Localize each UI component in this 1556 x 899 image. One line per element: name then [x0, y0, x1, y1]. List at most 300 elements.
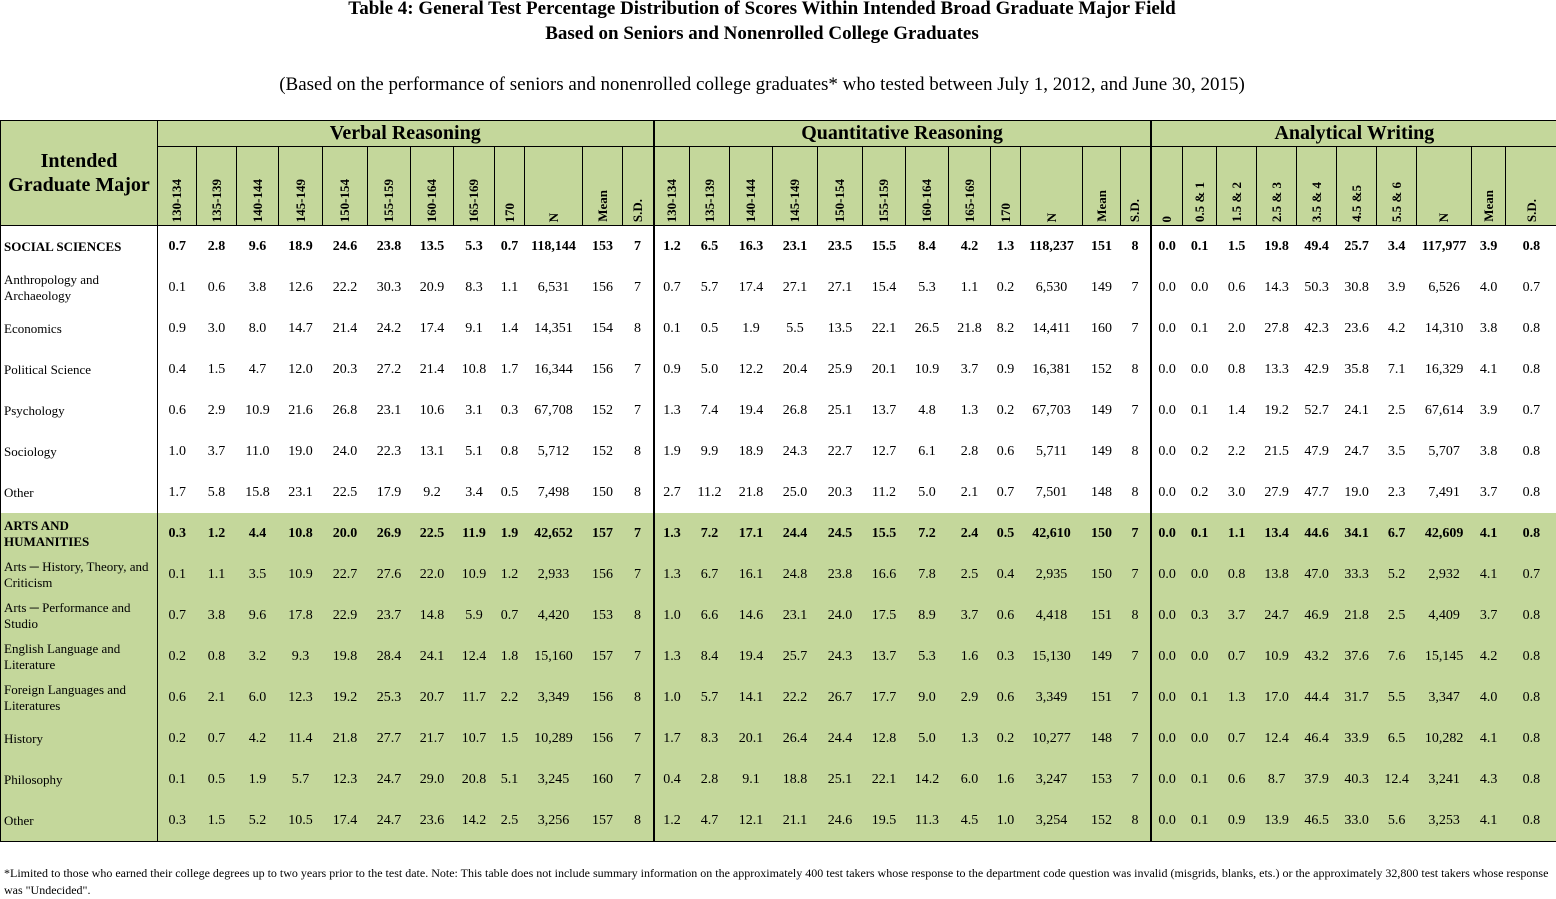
verbal-cell: 0.7	[158, 595, 197, 636]
writing-col-header	[1337, 147, 1377, 226]
quant-col-header	[1083, 147, 1121, 226]
verbal-cell: 30.3	[368, 267, 411, 308]
writing-cell: 0.8	[1506, 718, 1556, 759]
writing-cell: 0.3	[1183, 595, 1217, 636]
verbal-cell: 156	[583, 267, 623, 308]
writing-cell: 21.5	[1257, 431, 1297, 472]
table-row	[1, 513, 1556, 554]
quant-cell: 8	[1121, 472, 1151, 513]
quant-cell: 6,530	[1021, 267, 1083, 308]
verbal-cell: 7	[623, 226, 654, 268]
writing-cell: 46.9	[1297, 595, 1337, 636]
writing-cell: 8.7	[1257, 759, 1297, 800]
quant-cell: 14.2	[906, 759, 949, 800]
quant-cell: 22.7	[818, 431, 863, 472]
writing-cell: 12.4	[1257, 718, 1297, 759]
writing-col-header-label: 3.5 & 4	[1309, 182, 1325, 222]
verbal-cell: 10.5	[279, 800, 323, 842]
quant-cell: 24.4	[773, 513, 818, 554]
quant-cell: 10.9	[906, 349, 949, 390]
quant-cell: 5.0	[906, 718, 949, 759]
quant-cell: 0.9	[654, 349, 690, 390]
quant-cell: 10,277	[1021, 718, 1083, 759]
writing-col-header	[1183, 147, 1217, 226]
major-header: Intended Graduate Major	[1, 121, 158, 226]
row-label: Other	[1, 800, 158, 842]
writing-col-header	[1257, 147, 1297, 226]
verbal-cell: 0.8	[495, 431, 525, 472]
verbal-cell: 3.4	[454, 472, 495, 513]
quant-cell: 6.7	[690, 554, 730, 595]
quant-cell: 8.9	[906, 595, 949, 636]
writing-cell: 12.4	[1377, 759, 1417, 800]
row-label: Political Science	[1, 349, 158, 390]
verbal-cell: 0.4	[158, 349, 197, 390]
quant-cell: 5.3	[906, 267, 949, 308]
verbal-cell: 118,144	[525, 226, 583, 268]
row-label: Other	[1, 472, 158, 513]
quant-cell: 151	[1083, 595, 1121, 636]
writing-cell: 0.0	[1183, 349, 1217, 390]
writing-cell: 0.0	[1151, 513, 1183, 554]
quant-cell: 0.1	[654, 308, 690, 349]
writing-cell: 0.8	[1506, 595, 1556, 636]
quant-cell: 21.8	[949, 308, 991, 349]
writing-cell: 0.0	[1151, 390, 1183, 431]
verbal-cell: 10.8	[279, 513, 323, 554]
quant-col-header-label: 140-144	[743, 179, 759, 222]
quant-cell: 12.8	[863, 718, 906, 759]
verbal-cell: 1.1	[197, 554, 237, 595]
writing-cell: 2.0	[1217, 308, 1257, 349]
quant-cell: 0.4	[654, 759, 690, 800]
writing-cell: 40.3	[1337, 759, 1377, 800]
writing-cell: 0.0	[1151, 595, 1183, 636]
writing-col-header-label: Mean	[1481, 190, 1497, 222]
quant-cell: 7	[1121, 513, 1151, 554]
verbal-cell: 20.8	[454, 759, 495, 800]
writing-col-header	[1297, 147, 1337, 226]
table-row	[1, 226, 1556, 268]
writing-cell: 5.2	[1377, 554, 1417, 595]
writing-cell: 6.7	[1377, 513, 1417, 554]
quant-cell: 2.5	[949, 554, 991, 595]
writing-cell: 37.6	[1337, 636, 1377, 677]
verbal-cell: 156	[583, 677, 623, 718]
verbal-cell: 24.2	[368, 308, 411, 349]
writing-cell: 3.8	[1472, 431, 1506, 472]
writing-cell: 0.7	[1506, 554, 1556, 595]
quant-cell: 1.3	[654, 513, 690, 554]
verbal-cell: 17.4	[323, 800, 368, 842]
writing-cell: 7.1	[1377, 349, 1417, 390]
writing-cell: 50.3	[1297, 267, 1337, 308]
verbal-col-header-label: 140-144	[250, 179, 266, 222]
quant-cell: 7	[1121, 554, 1151, 595]
quant-cell: 26.7	[818, 677, 863, 718]
quant-cell: 25.9	[818, 349, 863, 390]
verbal-col-header	[279, 147, 323, 226]
row-label: Philosophy	[1, 759, 158, 800]
quant-cell: 42,610	[1021, 513, 1083, 554]
quant-cell: 20.1	[730, 718, 773, 759]
table-title-line2: Based on Seniors and Nonenrolled College Graduates	[0, 21, 1540, 46]
quant-cell: 12.7	[863, 431, 906, 472]
verbal-cell: 19.2	[323, 677, 368, 718]
writing-cell: 3.7	[1217, 595, 1257, 636]
quant-cell: 149	[1083, 431, 1121, 472]
quant-col-header	[949, 147, 991, 226]
writing-cell: 0.0	[1151, 431, 1183, 472]
table-subtitle: (Based on the performance of seniors and nonenrolled college graduates* who tested between July 1, 2012, and June 30, 2015)	[0, 72, 1540, 97]
row-label: History	[1, 718, 158, 759]
verbal-col-header	[411, 147, 454, 226]
verbal-cell: 154	[583, 308, 623, 349]
verbal-cell: 1.5	[197, 349, 237, 390]
verbal-cell: 7	[623, 718, 654, 759]
verbal-cell: 14.7	[279, 308, 323, 349]
quant-cell: 160	[1083, 308, 1121, 349]
writing-cell: 0.0	[1151, 800, 1183, 842]
writing-cell: 7.6	[1377, 636, 1417, 677]
verbal-col-header	[623, 147, 654, 226]
quant-cell: 1.2	[654, 800, 690, 842]
writing-cell: 0.8	[1506, 472, 1556, 513]
verbal-cell: 10.9	[454, 554, 495, 595]
writing-col-header	[1217, 147, 1257, 226]
quant-col-header-label: 130-134	[664, 179, 680, 222]
verbal-cell: 21.4	[411, 349, 454, 390]
verbal-cell: 0.3	[158, 800, 197, 842]
quant-cell: 27.1	[773, 267, 818, 308]
writing-cell: 47.7	[1297, 472, 1337, 513]
row-label: Arts ─ Performance and Studio	[1, 595, 158, 636]
writing-cell: 0.0	[1151, 472, 1183, 513]
verbal-cell: 1.7	[158, 472, 197, 513]
writing-cell: 3.7	[1472, 595, 1506, 636]
quant-col-header-label: 145-149	[787, 179, 803, 222]
quant-cell: 148	[1083, 718, 1121, 759]
verbal-cell: 24.7	[368, 800, 411, 842]
quant-cell: 149	[1083, 390, 1121, 431]
quant-cell: 0.6	[991, 677, 1021, 718]
writing-cell: 0.0	[1151, 759, 1183, 800]
verbal-cell: 8	[623, 431, 654, 472]
writing-cell: 4.1	[1472, 513, 1506, 554]
writing-cell: 30.8	[1337, 267, 1377, 308]
verbal-cell: 10,289	[525, 718, 583, 759]
verbal-cell: 7	[623, 267, 654, 308]
writing-cell: 1.4	[1217, 390, 1257, 431]
quant-cell: 4.5	[949, 800, 991, 842]
quant-cell: 2.7	[654, 472, 690, 513]
verbal-cell: 0.6	[158, 677, 197, 718]
writing-cell: 0.1	[1183, 677, 1217, 718]
verbal-cell: 8.0	[237, 308, 279, 349]
writing-col-header-label: 0.5 & 1	[1192, 182, 1208, 222]
quant-cell: 2.9	[949, 677, 991, 718]
verbal-cell: 14.2	[454, 800, 495, 842]
quant-cell: 24.3	[818, 636, 863, 677]
quant-cell: 15,130	[1021, 636, 1083, 677]
table-row	[1, 472, 1556, 513]
table-row	[1, 390, 1556, 431]
verbal-col-header-label: 170	[502, 203, 518, 223]
verbal-cell: 0.9	[158, 308, 197, 349]
quant-cell: 0.2	[991, 390, 1021, 431]
quant-col-header-label: N	[1044, 213, 1060, 222]
writing-cell: 19.8	[1257, 226, 1297, 268]
quant-cell: 11.2	[863, 472, 906, 513]
quant-cell: 7.2	[906, 513, 949, 554]
verbal-cell: 19.0	[279, 431, 323, 472]
verbal-cell: 5.9	[454, 595, 495, 636]
writing-cell: 52.7	[1297, 390, 1337, 431]
writing-cell: 0.8	[1506, 431, 1556, 472]
verbal-section-header: Verbal Reasoning	[158, 121, 654, 147]
quant-cell: 26.8	[773, 390, 818, 431]
quant-cell: 1.7	[654, 718, 690, 759]
verbal-cell: 153	[583, 595, 623, 636]
writing-cell: 4.3	[1472, 759, 1506, 800]
table-title: Table 4: General Test Percentage Distribution of Scores Within Intended Broad Graduate Major Field	[0, 0, 1540, 21]
quant-cell: 16.6	[863, 554, 906, 595]
quant-cell: 23.5	[818, 226, 863, 268]
verbal-cell: 0.7	[495, 595, 525, 636]
writing-cell: 4.1	[1472, 718, 1506, 759]
writing-cell: 1.3	[1217, 677, 1257, 718]
writing-cell: 44.6	[1297, 513, 1337, 554]
column-header-row	[1, 147, 1556, 226]
verbal-cell: 156	[583, 718, 623, 759]
verbal-cell: 1.9	[237, 759, 279, 800]
quant-cell: 0.9	[991, 349, 1021, 390]
quant-cell: 118,237	[1021, 226, 1083, 268]
writing-cell: 4,409	[1417, 595, 1472, 636]
verbal-cell: 23.1	[368, 390, 411, 431]
quant-cell: 2.1	[949, 472, 991, 513]
verbal-col-header	[323, 147, 368, 226]
verbal-cell: 0.2	[158, 718, 197, 759]
verbal-cell: 156	[583, 554, 623, 595]
quant-cell: 8	[1121, 431, 1151, 472]
writing-cell: 3.5	[1377, 431, 1417, 472]
writing-cell: 0.0	[1151, 226, 1183, 268]
quant-cell: 0.4	[991, 554, 1021, 595]
verbal-cell: 26.9	[368, 513, 411, 554]
verbal-cell: 25.3	[368, 677, 411, 718]
writing-cell: 3.8	[1472, 308, 1506, 349]
writing-cell: 4.0	[1472, 677, 1506, 718]
verbal-cell: 4.7	[237, 349, 279, 390]
verbal-cell: 27.7	[368, 718, 411, 759]
writing-cell: 4.0	[1472, 267, 1506, 308]
writing-cell: 0.0	[1151, 349, 1183, 390]
writing-cell: 0.8	[1506, 308, 1556, 349]
table-row	[1, 677, 1556, 718]
writing-col-header	[1472, 147, 1506, 226]
verbal-cell: 1.4	[495, 308, 525, 349]
writing-cell: 25.7	[1337, 226, 1377, 268]
row-label: Psychology	[1, 390, 158, 431]
verbal-cell: 2.1	[197, 677, 237, 718]
quant-cell: 11.3	[906, 800, 949, 842]
verbal-cell: 157	[583, 800, 623, 842]
verbal-cell: 3,245	[525, 759, 583, 800]
writing-col-header-label: N	[1436, 213, 1452, 222]
verbal-cell: 5.3	[454, 226, 495, 268]
verbal-cell: 20.0	[323, 513, 368, 554]
quant-cell: 153	[1083, 759, 1121, 800]
verbal-cell: 8	[623, 677, 654, 718]
verbal-cell: 10.9	[237, 390, 279, 431]
verbal-cell: 1.1	[495, 267, 525, 308]
quant-cell: 1.9	[730, 308, 773, 349]
quant-cell: 3.7	[949, 595, 991, 636]
writing-cell: 46.5	[1297, 800, 1337, 842]
quant-cell: 17.5	[863, 595, 906, 636]
quant-cell: 24.8	[773, 554, 818, 595]
quant-cell: 21.1	[773, 800, 818, 842]
quant-cell: 26.5	[906, 308, 949, 349]
quant-cell: 5.7	[690, 267, 730, 308]
writing-cell: 0.7	[1217, 636, 1257, 677]
writing-cell: 2.5	[1377, 390, 1417, 431]
quant-cell: 1.2	[654, 226, 690, 268]
quant-cell: 7	[1121, 636, 1151, 677]
writing-cell: 5.6	[1377, 800, 1417, 842]
verbal-cell: 9.2	[411, 472, 454, 513]
verbal-col-header-label: 165-169	[466, 179, 482, 222]
quant-cell: 1.3	[949, 718, 991, 759]
quant-cell: 1.3	[654, 390, 690, 431]
verbal-cell: 17.8	[279, 595, 323, 636]
row-label: English Language and Literature	[1, 636, 158, 677]
quant-cell: 0.5	[690, 308, 730, 349]
verbal-cell: 23.6	[411, 800, 454, 842]
quant-cell: 5.7	[690, 677, 730, 718]
verbal-cell: 13.5	[411, 226, 454, 268]
quant-cell: 151	[1083, 226, 1121, 268]
writing-cell: 24.1	[1337, 390, 1377, 431]
verbal-cell: 0.1	[158, 267, 197, 308]
quant-cell: 149	[1083, 636, 1121, 677]
writing-cell: 0.0	[1183, 718, 1217, 759]
row-label: ARTS AND HUMANITIES	[1, 513, 158, 554]
verbal-cell: 7	[623, 390, 654, 431]
writing-cell: 4.2	[1377, 308, 1417, 349]
verbal-cell: 1.5	[495, 718, 525, 759]
verbal-col-header-label: 130-134	[169, 179, 185, 222]
verbal-cell: 29.0	[411, 759, 454, 800]
writing-cell: 0.1	[1183, 390, 1217, 431]
verbal-cell: 1.2	[197, 513, 237, 554]
verbal-cell: 1.8	[495, 636, 525, 677]
verbal-cell: 152	[583, 390, 623, 431]
verbal-cell: 17.9	[368, 472, 411, 513]
table-body	[1, 226, 1556, 842]
quant-cell: 1.6	[949, 636, 991, 677]
verbal-col-header-label: 150-154	[337, 179, 353, 222]
quant-cell: 24.6	[818, 800, 863, 842]
quant-cell: 17.1	[730, 513, 773, 554]
verbal-col-header	[237, 147, 279, 226]
quant-col-header	[991, 147, 1021, 226]
quant-cell: 148	[1083, 472, 1121, 513]
verbal-cell: 5,712	[525, 431, 583, 472]
verbal-cell: 0.7	[158, 226, 197, 268]
verbal-cell: 2.5	[495, 800, 525, 842]
verbal-cell: 160	[583, 759, 623, 800]
quant-cell: 7	[1121, 267, 1151, 308]
verbal-cell: 12.3	[323, 759, 368, 800]
verbal-cell: 3.5	[237, 554, 279, 595]
quant-cell: 13.7	[863, 636, 906, 677]
writing-cell: 42.3	[1297, 308, 1337, 349]
verbal-cell: 3.1	[454, 390, 495, 431]
verbal-cell: 7	[623, 636, 654, 677]
writing-cell: 117,977	[1417, 226, 1472, 268]
writing-cell: 67,614	[1417, 390, 1472, 431]
table-row	[1, 800, 1556, 842]
writing-cell: 0.1	[1183, 308, 1217, 349]
quant-cell: 8.4	[906, 226, 949, 268]
quant-cell: 2.8	[690, 759, 730, 800]
verbal-cell: 157	[583, 636, 623, 677]
quant-cell: 8.4	[690, 636, 730, 677]
quant-cell: 5.5	[773, 308, 818, 349]
quant-cell: 3,254	[1021, 800, 1083, 842]
verbal-cell: 24.0	[323, 431, 368, 472]
verbal-cell: 152	[583, 431, 623, 472]
verbal-cell: 5.7	[279, 759, 323, 800]
writing-cell: 13.3	[1257, 349, 1297, 390]
verbal-cell: 0.2	[158, 636, 197, 677]
writing-cell: 0.0	[1151, 554, 1183, 595]
verbal-cell: 4.4	[237, 513, 279, 554]
quant-cell: 16,381	[1021, 349, 1083, 390]
score-distribution-table	[0, 120, 1556, 842]
writing-cell: 19.2	[1257, 390, 1297, 431]
verbal-col-header-label: 155-159	[381, 179, 397, 222]
writing-cell: 24.7	[1257, 595, 1297, 636]
verbal-cell: 0.7	[197, 718, 237, 759]
verbal-cell: 157	[583, 513, 623, 554]
quant-cell: 13.5	[818, 308, 863, 349]
verbal-cell: 5.8	[197, 472, 237, 513]
writing-cell: 13.8	[1257, 554, 1297, 595]
verbal-cell: 1.2	[495, 554, 525, 595]
verbal-cell: 17.4	[411, 308, 454, 349]
writing-cell: 0.0	[1183, 636, 1217, 677]
verbal-cell: 7	[623, 349, 654, 390]
verbal-cell: 7,498	[525, 472, 583, 513]
table-row	[1, 308, 1556, 349]
verbal-cell: 4.2	[237, 718, 279, 759]
verbal-cell: 11.4	[279, 718, 323, 759]
writing-cell: 7,491	[1417, 472, 1472, 513]
quant-cell: 25.0	[773, 472, 818, 513]
writing-col-header-label: 0	[1159, 216, 1175, 223]
writing-cell: 21.8	[1337, 595, 1377, 636]
writing-cell: 0.0	[1151, 308, 1183, 349]
quant-col-header	[1021, 147, 1083, 226]
quant-cell: 24.0	[818, 595, 863, 636]
writing-col-header-label: 5.5 & 6	[1389, 182, 1405, 222]
verbal-cell: 21.8	[323, 718, 368, 759]
writing-cell: 3,241	[1417, 759, 1472, 800]
verbal-cell: 1.0	[158, 431, 197, 472]
